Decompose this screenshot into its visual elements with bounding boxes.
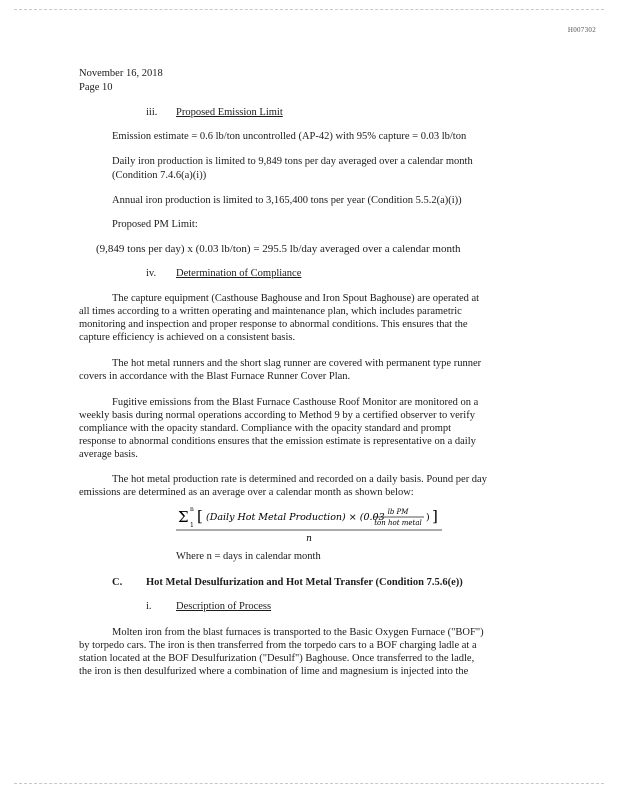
fraction-numerator: lb PM <box>387 508 409 516</box>
annual-limit: Annual iron production is limited to 3,165,400 tons per year (Condition 5.5.2(a)(i)) <box>112 195 462 206</box>
paragraph-line: covers in accordance with the Blast Furnace Runner Cover Plan. <box>79 371 351 382</box>
paragraph-line: monitoring and inspection and proper response to abnormal conditions. This ensures that the <box>79 319 468 330</box>
letter-date: November 16, 2018 <box>79 68 163 79</box>
daily-limit-line-1: Daily iron production is limited to 9,849 tons per day averaged over a calendar month <box>112 156 473 167</box>
bates-number: H007302 <box>567 26 596 34</box>
paragraph-line: Molten iron from the blast furnaces is transported to the Basic Oxygen Furnace ("BOF") <box>112 627 484 638</box>
section-c-number: C. <box>112 577 123 588</box>
paragraph-line: by torpedo cars. The iron is then transferred from the torpedo cars to a BOF charging ladle at a <box>79 640 477 651</box>
paragraph-line: weekly basis during normal operations according to Method 9 by a certified observer to verify <box>79 410 475 421</box>
section-iv-heading: Determination of Compliance <box>176 268 302 279</box>
paragraph-line: station located at the BOF Desulfurization ("Desulf") Baghouse. Once transferred to the ladle, <box>79 653 475 664</box>
paragraph-line: response to abnormal conditions ensures that the emission estimate is representative on a daily <box>79 436 476 447</box>
formula-denominator: n <box>306 534 312 543</box>
emission-formula <box>174 503 454 543</box>
section-iii-number: iii. <box>146 107 158 118</box>
paragraph-line: the iron is then desulfurized where a combination of lime and magnesium is injected into the <box>79 666 469 677</box>
summation-symbol: Σ <box>178 508 189 526</box>
paragraph-line: capture efficiency is achieved on a consistent basis. <box>79 332 296 343</box>
section-i-heading: Description of Process <box>176 601 272 612</box>
paragraph-line: The hot metal runners and the short slag runner are covered with permanent type runner <box>112 358 482 369</box>
page-number: Page 10 <box>79 82 113 93</box>
paragraph-line: Fugitive emissions from the Blast Furnace Casthouse Roof Monitor are monitored on a <box>112 397 479 408</box>
paragraph-line: The capture equipment (Casthouse Baghouse and Iron Spout Baghouse) are operated at <box>112 293 480 304</box>
section-i-number: i. <box>146 601 152 612</box>
left-bracket: [ <box>197 507 203 525</box>
right-bracket: ] <box>432 507 438 525</box>
closing-paren: ) <box>426 512 430 523</box>
paragraph-line: all times according to a written operating and maintenance plan, which includes parametric <box>79 306 462 317</box>
fraction-denominator: ton hot metal <box>374 519 422 527</box>
section-c-heading: Hot Metal Desulfurization and Hot Metal Transfer (Condition 7.5.6(e)) <box>146 577 463 588</box>
scan-edge-top <box>14 9 604 10</box>
paragraph-line: emissions are determined as an average over a calendar month as shown below: <box>79 487 414 498</box>
scan-edge-bottom <box>14 783 604 784</box>
emission-estimate: Emission estimate = 0.6 lb/ton uncontrolled (AP-42) with 95% capture = 0.03 lb/ton <box>112 131 467 142</box>
paragraph-line: compliance with the opacity standard. Compliance with the opacity standard and prompt <box>79 423 452 434</box>
section-iii-heading: Proposed Emission Limit <box>176 107 283 118</box>
pm-limit-label: Proposed PM Limit: <box>112 219 198 230</box>
paragraph-line: The hot metal production rate is determined and recorded on a daily basis. Pound per day <box>112 474 487 485</box>
formula-expression: (Daily Hot Metal Production) × (0.03 <box>206 512 385 523</box>
paragraph-line: average basis. <box>79 449 138 460</box>
pm-limit-calculation: (9,849 tons per day) x (0.03 lb/ton) = 295.5 lb/day averaged over a calendar month <box>96 243 461 255</box>
daily-limit-line-2: (Condition 7.4.6(a)(i)) <box>112 170 207 181</box>
section-iv-number: iv. <box>146 268 157 279</box>
summation-upper-limit: n <box>190 506 194 513</box>
formula-where-line: Where n = days in calendar month <box>176 551 321 562</box>
summation-lower-limit: 1 <box>190 522 194 529</box>
